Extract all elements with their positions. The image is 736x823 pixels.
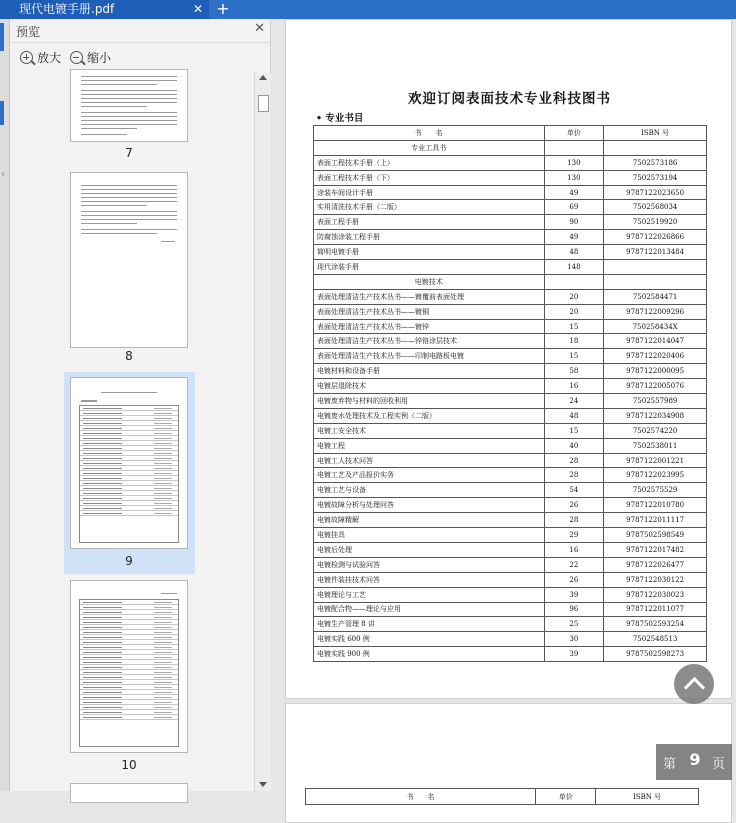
document-page [285, 19, 732, 699]
book-name-cell: 表面工程技术手册（下） [314, 170, 545, 185]
current-page-number[interactable]: 9 [689, 750, 701, 769]
book-price-cell: 18 [544, 334, 604, 349]
column-header-name: 书 名 [314, 126, 545, 141]
page-indicator-prefix: 第 [663, 757, 677, 772]
book-isbn-cell: 7502568034 [604, 200, 707, 215]
book-list-table [305, 788, 699, 805]
book-price-cell: 54 [544, 483, 604, 498]
thumbnail-zoom-bar [10, 44, 271, 72]
book-isbn-cell: 7502574220 [604, 423, 707, 438]
book-isbn-cell: 9787122023650 [604, 185, 707, 200]
book-isbn-cell: 9787122020406 [604, 349, 707, 364]
book-price-cell: 26 [544, 498, 604, 513]
table-row [314, 245, 707, 260]
table-row [314, 379, 707, 394]
table-row [314, 423, 707, 438]
thumbnail-page-number: 8 [125, 349, 133, 363]
table-row [314, 632, 707, 647]
book-isbn-cell: 9787122009296 [604, 304, 707, 319]
new-tab-plus-icon[interactable]: + [216, 0, 230, 18]
table-header-row [306, 789, 699, 805]
book-name-cell: 涂装车间设计手册 [314, 185, 545, 200]
book-name-cell: 电镀挂具 [314, 528, 545, 543]
book-name-cell: 电镀工人技术问答 [314, 453, 545, 468]
book-price-cell: 39 [544, 587, 604, 602]
book-price-cell: 96 [544, 602, 604, 617]
book-isbn-cell: 7502573186 [604, 155, 707, 170]
table-row [314, 483, 707, 498]
book-isbn-cell: 9787122011117 [604, 513, 707, 528]
column-header-isbn: ISBN 号 [596, 789, 699, 805]
scroll-down-arrow-icon[interactable] [259, 782, 267, 787]
book-name-cell: 防腐蚀涂装工程手册 [314, 230, 545, 245]
book-name-cell: 电镀理论与工艺 [314, 587, 545, 602]
table-row [314, 215, 707, 230]
book-price-cell: 28 [544, 513, 604, 528]
book-isbn-cell: 9787122026866 [604, 230, 707, 245]
table-row [314, 364, 707, 379]
book-price-cell: 48 [544, 408, 604, 423]
category-label: 专业工具书 [314, 140, 545, 155]
book-price-cell: 22 [544, 557, 604, 572]
column-header-price: 单价 [544, 126, 604, 141]
book-price-cell: 58 [544, 364, 604, 379]
empty-cell [544, 274, 604, 289]
book-price-cell: 15 [544, 423, 604, 438]
document-tab-label: 现代电镀手册.pdf [19, 2, 115, 16]
book-isbn-cell: 7502557989 [604, 394, 707, 409]
sidebar-close-icon[interactable]: ✕ [254, 21, 265, 36]
category-row [314, 140, 707, 155]
table-row [314, 200, 707, 215]
book-isbn-cell: 9787122001221 [604, 453, 707, 468]
book-name-cell: 电镀工艺及产品报价实务 [314, 468, 545, 483]
tab-close-icon[interactable]: ✕ [192, 2, 204, 16]
thumbnail-page-number: 9 [125, 554, 133, 568]
book-name-cell: 电镀生产管理 8 讲 [314, 617, 545, 632]
thumbnail-page-number: 7 [125, 146, 133, 160]
column-header-name: 书 名 [306, 789, 536, 805]
book-price-cell: 130 [544, 155, 604, 170]
table-row [314, 513, 707, 528]
book-name-cell: 实用清洗技术手册（二版） [314, 200, 545, 215]
book-isbn-cell: 9787502593254 [604, 617, 707, 632]
book-name-cell: 电镀废弃物与材料的回收利用 [314, 394, 545, 409]
book-name-cell: 表面处理清洁生产技术丛书——锌铬涂层技术 [314, 334, 545, 349]
table-row [314, 349, 707, 364]
table-row [314, 185, 707, 200]
book-isbn-cell: 9787122030023 [604, 587, 707, 602]
book-name-cell: 电镀实践 600 例 [314, 632, 545, 647]
book-name-cell: 电镀配合物——理论与应用 [314, 602, 545, 617]
book-price-cell: 49 [544, 230, 604, 245]
empty-cell [544, 140, 604, 155]
book-isbn-cell: 9787122011077 [604, 602, 707, 617]
book-name-cell: 现代涂装手册 [314, 260, 545, 275]
zoom-in-button[interactable] [20, 48, 61, 68]
book-price-cell: 15 [544, 349, 604, 364]
book-name-cell: 电镀故障分析与处理问答 [314, 498, 545, 513]
table-row [314, 170, 707, 185]
book-price-cell: 148 [544, 260, 604, 275]
book-name-cell: 表面工程技术手册（上） [314, 155, 545, 170]
table-row [314, 304, 707, 319]
page-thumbnail[interactable] [70, 172, 188, 348]
page-indicator-suffix: 页 [712, 757, 726, 772]
book-name-cell: 电镀材料和设备手册 [314, 364, 545, 379]
book-price-cell: 40 [544, 438, 604, 453]
page-thumbnail[interactable] [70, 580, 188, 753]
book-name-cell: 电镀层退除技术 [314, 379, 545, 394]
book-price-cell: 16 [544, 379, 604, 394]
page-indicator[interactable] [656, 744, 732, 780]
book-isbn-cell: 9787122023995 [604, 468, 707, 483]
book-price-cell: 15 [544, 319, 604, 334]
book-price-cell: 90 [544, 215, 604, 230]
book-price-cell: 28 [544, 453, 604, 468]
book-isbn-cell: 9787122010780 [604, 498, 707, 513]
column-header-isbn: ISBN 号 [604, 126, 707, 141]
book-isbn-cell: 7502548513 [604, 632, 707, 647]
zoom-out-button[interactable] [70, 48, 111, 68]
book-isbn-cell: 9787122030122 [604, 572, 707, 587]
book-name-cell: 电镀后处理 [314, 542, 545, 557]
book-isbn-cell: 9787502598273 [604, 647, 707, 662]
book-name-cell: 电镀检测与试验问答 [314, 557, 545, 572]
book-name-cell: 表面处理清洁生产技术丛书——镀锌 [314, 319, 545, 334]
page-thumbnail[interactable] [70, 377, 188, 549]
collapse-arrow-icon[interactable]: ‹ [1, 169, 5, 180]
document-tab[interactable] [0, 0, 209, 19]
table-row [314, 289, 707, 304]
table-row [314, 438, 707, 453]
book-isbn-cell: 9787122034908 [604, 408, 707, 423]
table-row [314, 260, 707, 275]
book-name-cell: 电镀工艺与设备 [314, 483, 545, 498]
book-name-cell: 电镀件装挂技术问答 [314, 572, 545, 587]
book-isbn-cell: 7502575529 [604, 483, 707, 498]
book-price-cell: 130 [544, 170, 604, 185]
book-name-cell: 表面处理清洁生产技术丛书——镀覆前表面处理 [314, 289, 545, 304]
book-isbn-cell: 9787122005076 [604, 379, 707, 394]
book-price-cell: 48 [544, 245, 604, 260]
table-row [314, 572, 707, 587]
book-isbn-cell: 7502573194 [604, 170, 707, 185]
book-isbn-cell: 9787122014047 [604, 334, 707, 349]
book-name-cell: 电镀废水处理技术及工程实例（二版） [314, 408, 545, 423]
page-thumbnail[interactable] [70, 69, 188, 142]
book-isbn-cell [604, 260, 707, 275]
table-row [314, 617, 707, 632]
column-header-price: 单价 [536, 789, 596, 805]
book-isbn-cell: 9787122026477 [604, 557, 707, 572]
table-row [314, 155, 707, 170]
table-row [314, 334, 707, 349]
scroll-up-arrow-icon[interactable] [259, 75, 267, 80]
zoom-out-icon [70, 51, 83, 64]
book-isbn-cell: 9787122017482 [604, 542, 707, 557]
book-name-cell: 表面处理清洁生产技术丛书——镀铜 [314, 304, 545, 319]
table-row [314, 528, 707, 543]
table-row [314, 647, 707, 662]
book-price-cell: 28 [544, 468, 604, 483]
table-row [314, 498, 707, 513]
table-row [314, 230, 707, 245]
document-view[interactable] [272, 19, 736, 801]
table-header-row [314, 126, 707, 141]
thumbnail-list [10, 73, 254, 791]
book-name-cell: 表面工程手册 [314, 215, 545, 230]
book-price-cell: 30 [544, 632, 604, 647]
book-isbn-cell: 9787122000095 [604, 364, 707, 379]
table-row [314, 468, 707, 483]
book-price-cell: 69 [544, 200, 604, 215]
book-price-cell: 20 [544, 289, 604, 304]
book-isbn-cell: 9787122013484 [604, 245, 707, 260]
sidebar-header [10, 19, 271, 43]
book-name-cell: 表面处理清洁生产技术丛书——印制电路板电镀 [314, 349, 545, 364]
table-row [314, 602, 707, 617]
book-isbn-cell: 7502519920 [604, 215, 707, 230]
table-row [314, 453, 707, 468]
rail-thumbnail-marker[interactable] [0, 101, 4, 125]
scrollbar-thumb[interactable] [258, 95, 269, 112]
thumbnail-sidebar [10, 19, 271, 791]
book-isbn-cell: 9787502598549 [604, 528, 707, 543]
book-name-cell: 电镀工安全技术 [314, 423, 545, 438]
empty-cell [604, 140, 707, 155]
category-label: 电镀技术 [314, 274, 545, 289]
book-price-cell: 25 [544, 617, 604, 632]
book-price-cell: 29 [544, 528, 604, 543]
empty-cell [604, 274, 707, 289]
book-name-cell: 简明电镀手册 [314, 245, 545, 260]
book-name-cell: 电镀工程 [314, 438, 545, 453]
sidebar-title: 预览 [16, 25, 41, 39]
book-isbn-cell: 750258434X [604, 319, 707, 334]
table-row [314, 557, 707, 572]
page-heading: 欢迎订阅表面技术专业科技图书 [408, 91, 611, 107]
title-bar [0, 0, 736, 19]
book-name-cell: 电镀故障精解 [314, 513, 545, 528]
table-row [314, 319, 707, 334]
book-price-cell: 49 [544, 185, 604, 200]
zoom-in-label: 放大 [37, 51, 62, 65]
sidebar-scrollbar[interactable] [254, 73, 271, 791]
book-price-cell: 20 [544, 304, 604, 319]
table-row [314, 542, 707, 557]
book-isbn-cell: 7502538011 [604, 438, 707, 453]
table-row [314, 394, 707, 409]
book-price-cell: 24 [544, 394, 604, 409]
left-rail [0, 19, 10, 791]
book-price-cell: 39 [544, 647, 604, 662]
table-row [314, 587, 707, 602]
book-price-cell: 16 [544, 542, 604, 557]
zoom-out-label: 缩小 [87, 51, 112, 65]
page-thumbnail[interactable] [70, 783, 188, 803]
book-name-cell: 电镀实践 900 例 [314, 647, 545, 662]
book-list-table [313, 125, 707, 662]
rail-bookmark-marker[interactable] [0, 23, 4, 51]
book-isbn-cell: 7502584471 [604, 289, 707, 304]
section-heading: • 专业书目 [316, 113, 364, 124]
category-row [314, 274, 707, 289]
back-to-top-button[interactable] [674, 664, 714, 704]
thumbnail-page-number: 10 [121, 758, 137, 772]
zoom-in-icon [20, 51, 33, 64]
book-price-cell: 26 [544, 572, 604, 587]
table-row [314, 408, 707, 423]
